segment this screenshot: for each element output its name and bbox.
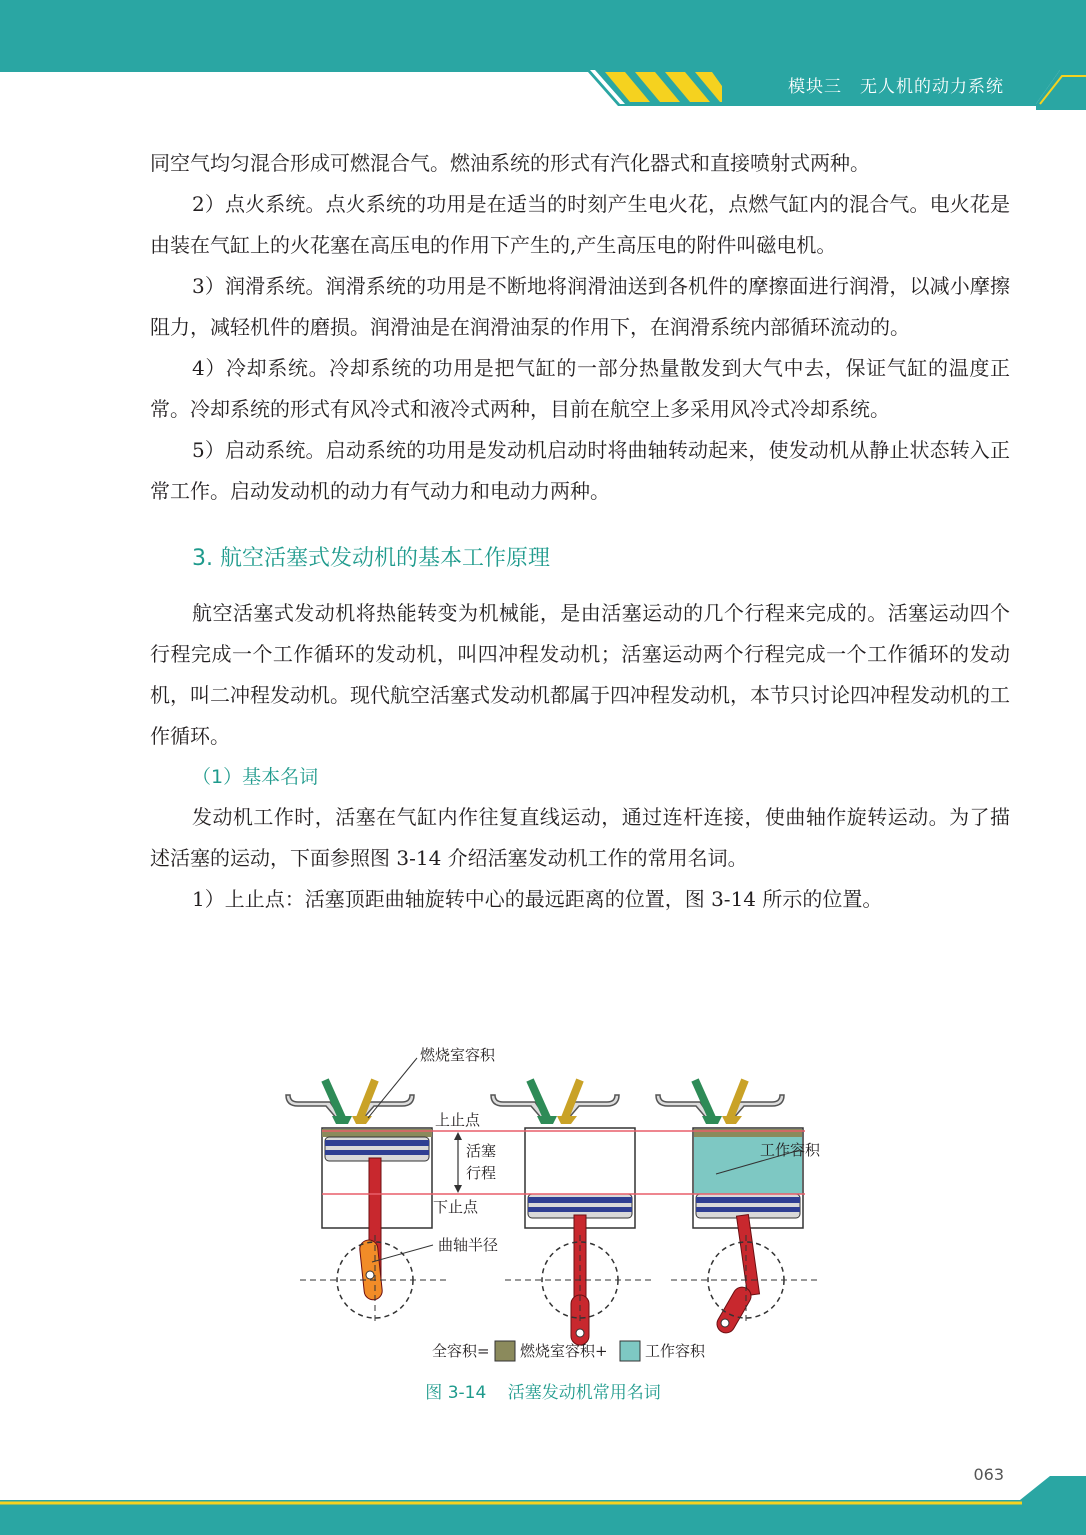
label-working-volume: 工作容积 xyxy=(759,1141,820,1159)
cylinder-working-volume xyxy=(656,1080,820,1336)
label-stroke-2: 行程 xyxy=(466,1164,497,1182)
legend-working: 工作容积 xyxy=(645,1342,706,1360)
label-tdc: 上止点 xyxy=(435,1111,481,1129)
legend-total: 全容积= xyxy=(432,1342,490,1360)
figure-caption xyxy=(0,1378,1086,1403)
section-title: 3. 航空活塞式发动机的基本工作原理 xyxy=(192,546,550,571)
piston-engine-figure xyxy=(280,1040,820,1380)
cylinder-bdc xyxy=(491,1080,655,1345)
figure-title: 活塞发动机常用名词 xyxy=(507,1383,661,1403)
label-stroke-1: 活塞 xyxy=(466,1142,497,1160)
legend-combustion: 燃烧室容积+ xyxy=(520,1342,608,1360)
paragraph-tdc: 1）上止点：活塞顶距曲轴旋转中心的最远距离的位置，图 3-14 所示的位置。 xyxy=(192,887,883,911)
running-head: 模块三 无人机的动力系统 xyxy=(788,77,1004,97)
footer-band xyxy=(0,1470,1086,1535)
paragraph-fuel-system: 同空气均匀混合形成可燃混合气。燃油系统的形式有汽化器式和直接喷射式两种。 xyxy=(150,151,870,175)
paragraph-cooling: 4）冷却系统。冷却系统的功用是把气缸的一部分热量散发到大气中去，保证气缸的温度正常。冷却系统的形式有风冷式和液冷式两种，目前在航空上多采用风冷式冷却系统。 xyxy=(150,356,1010,421)
page-body xyxy=(150,143,1010,920)
paragraph-ignition: 2）点火系统。点火系统的功用是在适当的时刻产生电火花，点燃气缸内的混合气。电火花是由装在气缸上的火花塞在高压电的作用下产生的,产生高压电的附件叫磁电机。 xyxy=(150,192,1010,257)
paragraph-lubrication: 3）润滑系统。润滑系统的功用是不断地将润滑油送到各机件的摩擦面进行润滑，以减小摩擦阻力，减轻机件的磨损。润滑油是在润滑油泵的作用下，在润滑系统内部循环流动的。 xyxy=(150,274,1010,339)
paragraph-principle: 航空活塞式发动机将热能转变为机械能，是由活塞运动的几个行程来完成的。活塞运动四个行程完成一个工作循环的发动机，叫四冲程发动机；活塞运动两个行程完成一个工作循环的发动机，叫二冲程发动机。现代航空活塞式发动机都属于四冲程发动机，本节只讨论四冲程发动机的工作循环。 xyxy=(150,601,1010,748)
paragraph-starting: 5）启动系统。启动系统的功用是发动机启动时将曲轴转动起来，使发动机从静止状态转入正常工作。启动发动机的动力有气动力和电动力两种。 xyxy=(150,438,1010,503)
label-combustion-volume: 燃烧室容积 xyxy=(420,1046,496,1064)
cylinder-tdc xyxy=(286,1080,450,1325)
label-bdc: 下止点 xyxy=(433,1198,479,1216)
paragraph-terms-intro: 发动机工作时，活塞在气缸内作往复直线运动，通过连杆连接，使曲轴作旋转运动。为了描述活塞的运动，下面参照图 3-14 介绍活塞发动机工作的常用名词。 xyxy=(150,805,1010,870)
legend-swatch-working xyxy=(620,1341,640,1361)
label-crank-radius: 曲轴半径 xyxy=(438,1236,499,1254)
subsection-title: （1）基本名词 xyxy=(192,766,319,788)
legend-swatch-combustion xyxy=(495,1341,515,1361)
page-number: 063 xyxy=(973,1465,1004,1484)
figure-number: 图 3-14 xyxy=(425,1383,487,1403)
